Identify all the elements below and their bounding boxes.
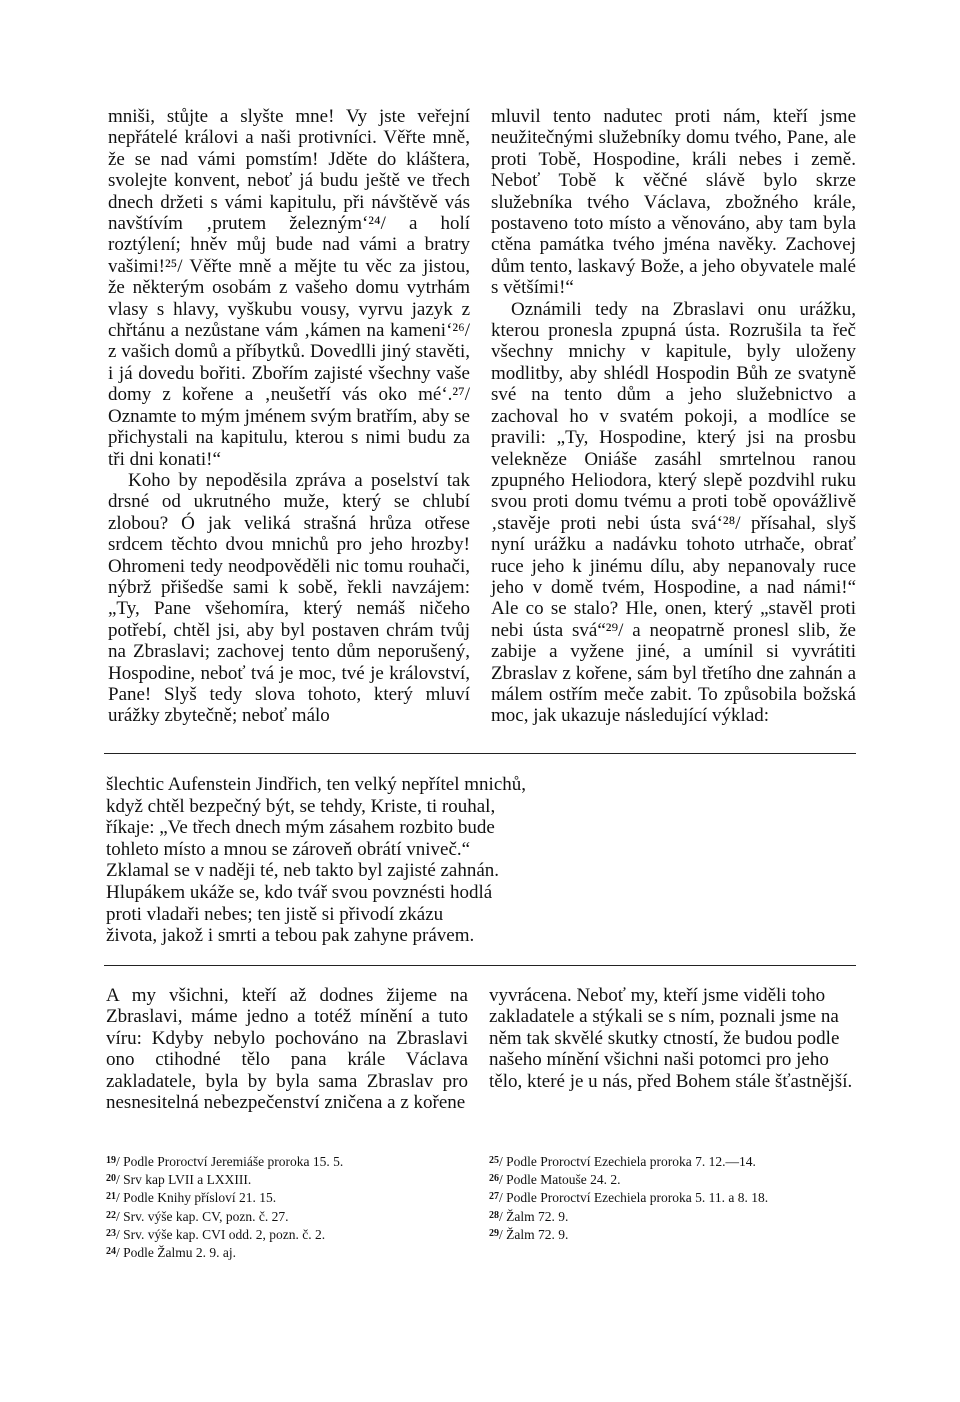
top-left-column xyxy=(108,106,470,727)
footnote-number: 28 xyxy=(489,1209,499,1221)
poem xyxy=(106,774,566,947)
footnote: $^{20}$/ Srv kap LVII a LXXIII. xyxy=(106,1172,252,1188)
footnote-number: 21 xyxy=(106,1191,116,1203)
footnote-number: 23 xyxy=(106,1227,116,1239)
footnote: $^{28}$/ Žalm 72. 9. xyxy=(489,1208,569,1224)
footnote-number: 26 xyxy=(489,1173,499,1185)
footnote: $^{21}$/ Podle Knihy přísloví 21. 15. xyxy=(106,1190,277,1206)
poem-verse: říkaje: „Ve třech dnech mým zásahem rozbito bude xyxy=(106,817,495,839)
footnote-text: Podle Knihy přísloví 21. 15. xyxy=(123,1190,277,1206)
poem-verse: Zklamal se v naději té, neb takto byl zajisté zahnán. xyxy=(106,860,500,882)
poem-verse: Hlupákem ukáže se, kdo tvář svou povznésti hodlá xyxy=(106,881,493,903)
footnote-number: 19 xyxy=(106,1155,116,1166)
paragraph: mniši, stůjte a slyšte mne! Vy jste veřejní nepřátelé královi a naši protivníci. Věřte mně, že se nad vámi pomstím! Jděte do kláštera, svolejte konvent, neboť já budu ještě ve třech dnech držeti s vámi kapitulu, při návštěvě vás navštívím ‚prutem železným‘²⁴/ a holí roztýlení; hněv můj bude nad vámi a bratry vašimi!²⁵/ Věřte mně a mějte tu věc za jistou, že některým osobám z vašeho domu vytrhám vlasy s hlavy, vyškubu vousy, vyrvu jazyk z chřtánu a nezůstane vám ‚kámen na kameni‘²⁶/ z vašich domů a příbytků. Dovedlli jiný stavěti, i já dovedu bořiti. Zbořím zajisté všechny vaše domy z kořene a ‚neušetří vás oko mé‘.²⁷/ Oznamte to mým jménem svým bratřím, aby se přichystali na kapitulu, kterou s nimi budu za tři dni konati!“ xyxy=(108,106,470,470)
footnote-number: 24 xyxy=(106,1246,116,1258)
paragraph: Koho by nepoděsila zpráva a poselství tak drsné od ukrutného muže, který se chlubí zlobou? Ó jak veliká strašná hrůza otřese srdcem těchto dvou mnichů pro jeho hrozby! Ohromeni tedy neodpověděli nic tomu rouhači, nýbrž přišedše sami k sobě, řekli navzájem: „Ty, Pane všehomíra, který nemáš ničeho potřebí, chtěl jsi, aby byl postaven chrám tvůj na Zbraslavi; zachovej tento dům neporušený, Hospodine, neboť tvá je moc, tvé je království, Pane! Slyš tedy slova tohoto, který mluví urážky zbytečně; neboť málo xyxy=(108,469,470,727)
footnote: $^{22}$/ Srv. výše kap. CV, pozn. č. 27. xyxy=(106,1208,289,1224)
poem-verse: tohleto místo a mnou se zároveň obrátí vniveč.“ xyxy=(106,838,471,860)
paragraph: mluvil tento nadutec proti nám, kteří jsme neužitečnými služebníky domu tvého, Pane, ale proti Tobě, Hospodine, králi nebes i země. Neboť Tobě k věčné slávě bylo skrze služebníka tvého Václava, zbožného krále, postaveno toto místo a věnováno, aby tam byla ctěna památka tvého jména navěky. Zachovej dům tento, laskavý Bože, a jeho obyvatele malé s většími!“ xyxy=(491,106,856,299)
footnote-text: Žalm 72. 9. xyxy=(506,1208,569,1224)
footnotes-left xyxy=(106,1152,446,1261)
footnote-text: Žalm 72. 9. xyxy=(506,1226,569,1242)
footnote: $^{23}$/ Srv. výše kap. CVI odd. 2, pozn. č. 2. xyxy=(106,1226,326,1242)
divider-line xyxy=(104,965,856,966)
paragraph: Oznámili tedy na Zbraslavi onu urážku, kterou pronesla zpupná ústa. Rozrušila ta řeč všechny mnichy v kapitule, byly uloženy modlitby, aby shlédl Hospodin Bůh ze svatyně své na tento dům a jeho služebnictvo a zachoval ho v svatém pokoji, a modlíce se pravili: „Ty, Hospodine, který jsi na prosbu velekněze Oniáše zasáhl smrtelnou ranou zpupného Heliodora, který slepě pozdvihl ruku svou proti domu tvému a proti tobě opovážlivě ‚stavěje proti nebi ústa svá‘²⁸/ přísahal, slyš nyní urážku a nadávku tohoto utrhače, obrať ruce jeho k jinému dílu, aby nepanovaly ruce jeho v domě tvém, Hospodine, a nad námi!“ Ale co se stalo? Hle, onen, který „stavěl proti nebi ústa svá“²⁹/ a neopatrně pronesl slib, že zabije a vyžene jiné, a umínil si vyvrátiti Zbraslav z kořene, sám byl třetího dne zahnán a málem ostřím meče zabit. To způsobila božská moc, jak ukazuje následující výklad: xyxy=(491,298,856,727)
footnote-text: Srv. výše kap. CV, pozn. č. 27. xyxy=(123,1208,289,1224)
footnote: $^{19}$/ Podle Proroctví Jeremiáše proroka 15. 5. xyxy=(106,1154,344,1169)
paragraph: vyvrácena. Neboť my, kteří jsme viděli toho zakladatele a stýkali se s ním, poznali jsme na něm tak skvělé skutky ctností, že budou podle našeho mínění všichni naši potomci pro jeho tělo, které je u nás, před Bohem stále šťastnější. xyxy=(489,985,853,1092)
footnote-text: Podle Proroctví Jeremiáše proroka 15. 5. xyxy=(123,1154,344,1169)
poem-verse: proti vladaři nebes; ten jistě si přivodí zkázu xyxy=(106,903,444,925)
footnote: $^{26}$/ Podle Matouše 24. 2. xyxy=(489,1172,621,1188)
footnote-number: 27 xyxy=(489,1191,499,1203)
footnote-number: 22 xyxy=(106,1209,116,1221)
footnote-text: Podle Matouše 24. 2. xyxy=(506,1172,621,1188)
footnote-text: Podle Proroctví Ezechiela proroka 7. 12.—14. xyxy=(506,1154,756,1169)
footnote-text: Podle Proroctví Ezechiela proroka 5. 11. a 8. 18. xyxy=(506,1190,769,1206)
footnote: $^{25}$/ Podle Proroctví Ezechiela proroka 7. 12.—14. xyxy=(489,1154,756,1169)
footnote-text: Srv. výše kap. CVI odd. 2, pozn. č. 2. xyxy=(123,1226,326,1242)
footnote-number: 25 xyxy=(489,1155,499,1166)
bottom-right-column xyxy=(489,985,855,1092)
footnote-number: 20 xyxy=(106,1173,116,1185)
footnote-number: 29 xyxy=(489,1227,499,1239)
footnotes-right xyxy=(489,1152,849,1243)
poem-verse: když chtěl bezpečný být, se tehdy, Kriste, ti rouhal, xyxy=(106,795,496,817)
bottom-left-column xyxy=(106,985,468,1113)
footnote-text: Podle Žalmu 2. 9. aj. xyxy=(123,1245,236,1261)
footnote: $^{24}$/ Podle Žalmu 2. 9. aj. xyxy=(106,1245,236,1261)
footnote: $^{29}$/ Žalm 72. 9. xyxy=(489,1226,569,1242)
poem-verse: života, jakož i smrti a tebou pak zahyne právem. xyxy=(106,925,475,947)
footnote-text: Srv kap LVII a LXXIII. xyxy=(123,1172,252,1188)
divider-line xyxy=(104,753,856,754)
paragraph: A my všichni, kteří až dodnes žijeme na Zbraslavi, máme jedno a totéž mínění a tuto víru: Kdyby nebylo pochováno na Zbraslavi ono ctihodné tělo pana krále Václava zakladatele, byla by byla sama Zbraslav pro nesnesitelná nebezpečenství zničena a z kořene xyxy=(106,985,468,1114)
poem-verse: šlechtic Aufenstein Jindřich, ten velký nepřítel mnichů, xyxy=(106,774,527,795)
footnote: $^{27}$/ Podle Proroctví Ezechiela proroka 5. 11. a 8. 18. xyxy=(489,1190,769,1206)
top-right-column xyxy=(491,106,856,727)
